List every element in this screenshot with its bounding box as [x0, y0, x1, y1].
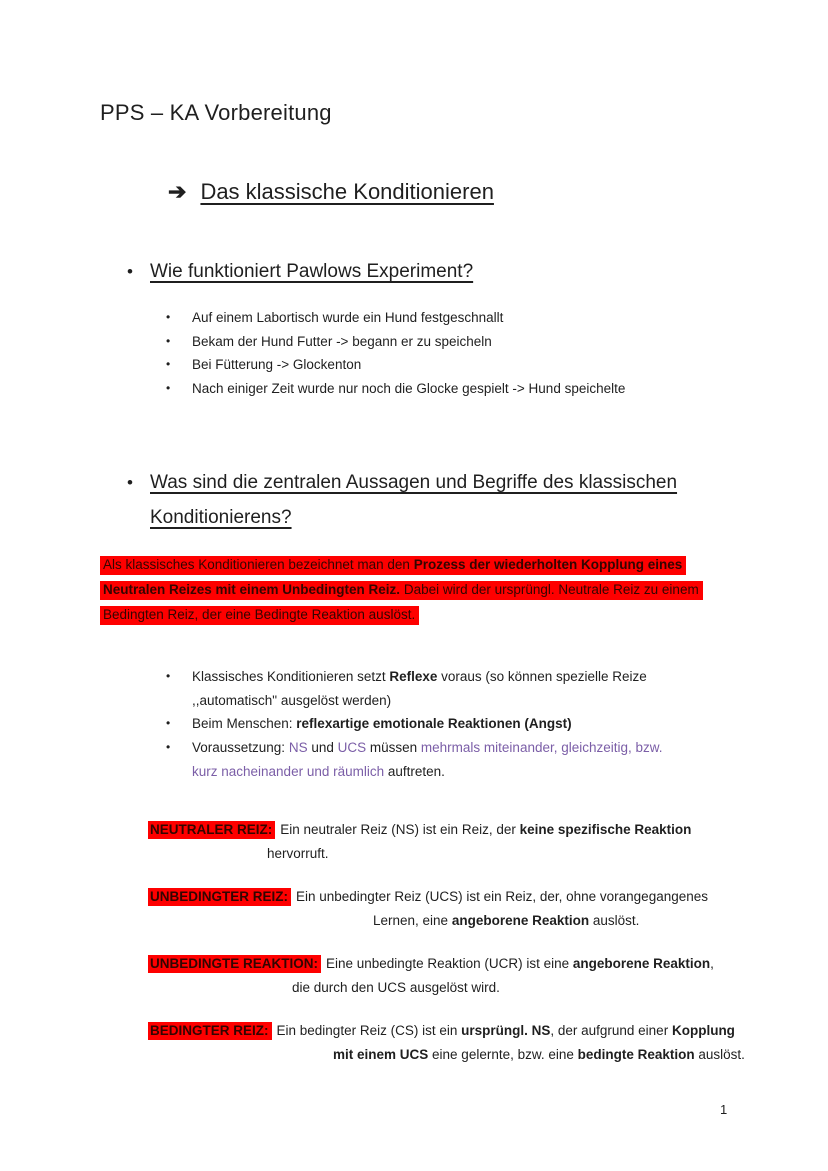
- question-heading-2-line2: Konditionierens?: [150, 507, 292, 528]
- key-point-text: [192, 712, 686, 736]
- highlighted-line: [100, 556, 703, 577]
- list-item: [166, 377, 625, 401]
- definitions-section: [148, 818, 748, 1086]
- definition-unbedingter-reiz: [148, 885, 748, 933]
- bullet-icon: •: [166, 381, 171, 396]
- definition-line2: [373, 909, 748, 933]
- experiment-steps-list: [166, 306, 625, 401]
- key-points-list: [166, 665, 686, 784]
- text-segment-purple: NS: [288, 740, 308, 756]
- text-segment: Ein unbedingter Reiz (UCS) ist ein Reiz, der, ohne vorangegangenes: [296, 889, 708, 904]
- definition-line1: [148, 1019, 748, 1043]
- bullet-icon: •: [127, 262, 133, 281]
- page-title: PPS – KA Vorbereitung: [100, 100, 332, 125]
- key-point: [166, 712, 686, 736]
- question-heading-1: [127, 254, 473, 289]
- bullet-icon: •: [166, 740, 171, 755]
- main-heading-text: Das klassische Konditionieren: [200, 179, 494, 204]
- text-segment: Ein bedingter Reiz (CS) ist ein: [276, 1023, 462, 1038]
- text-segment: ,: [710, 956, 714, 971]
- text-segment: müssen: [366, 740, 421, 756]
- text-segment: Eine unbedingte Reaktion (UCR) ist eine: [326, 956, 573, 971]
- arrow-icon: ➔: [168, 179, 187, 204]
- bullet-icon: •: [166, 716, 171, 731]
- list-item-text: Bei Fütterung -> Glockenton: [192, 357, 362, 373]
- highlighted-line: [100, 581, 703, 602]
- definition-line2: [292, 976, 748, 1000]
- text-segment-bold: Prozess der wiederholten Kopplung eines: [413, 557, 683, 572]
- text-segment-bold: ursprüngl. NS: [461, 1023, 551, 1038]
- definition-bedingter-reiz: [148, 1019, 748, 1067]
- text-segment-bold: angeborene Reaktion: [451, 913, 590, 928]
- list-item-text: Nach einiger Zeit wurde nur noch die Glocke gespielt -> Hund speichelte: [192, 381, 626, 397]
- text-segment-bold: angeborene Reaktion: [572, 956, 711, 971]
- text-segment-bold: mit einem UCS: [333, 1047, 429, 1062]
- text-segment: auslöst.: [589, 913, 640, 928]
- text-segment: die durch den UCS ausgelöst wird.: [292, 980, 500, 995]
- text-segment: hervorruft.: [267, 846, 329, 861]
- text-segment-bold: Reflexe: [389, 669, 438, 684]
- definition-line2: [333, 1043, 748, 1067]
- highlighted-line: [100, 606, 703, 627]
- bullet-icon: •: [166, 669, 171, 683]
- definition-line2: [267, 842, 748, 866]
- list-item-text: Bekam der Hund Futter -> begann er zu speicheln: [192, 333, 492, 349]
- text-segment: auftreten.: [384, 763, 445, 779]
- question-heading-2-line1: Was sind die zentralen Aussagen und Begriffe des klassischen: [150, 472, 678, 493]
- key-point-text: [192, 665, 686, 712]
- text-segment: Ein neutraler Reiz (NS) ist ein Reiz, der: [280, 822, 520, 837]
- definition-unbedingte-reaktion: [148, 952, 748, 1000]
- text-segment-bold: Kopplung: [671, 1023, 735, 1038]
- text-segment: Lernen, eine: [373, 913, 452, 928]
- text-segment: eine gelernte, bzw. eine: [428, 1047, 578, 1062]
- bullet-icon: •: [166, 333, 171, 348]
- definition-neutraler-reiz: [148, 818, 748, 866]
- text-segment-bold: reflexartige emotionale Reaktionen (Angst): [296, 716, 572, 732]
- text-segment-bold: bedingte Reaktion: [577, 1047, 695, 1062]
- text-segment-purple: UCS: [337, 740, 367, 756]
- text-segment: Klassisches Konditionieren setzt: [192, 669, 390, 684]
- text-segment: auslöst.: [694, 1047, 745, 1062]
- definition-line1: [148, 818, 748, 842]
- definition-line1: [148, 885, 748, 909]
- key-point-text: [192, 736, 686, 783]
- text-segment-purple: mehrmals miteinander, gleichzeitig, bzw. kurz nacheinander und räumlich: [192, 740, 663, 779]
- text-segment: und: [307, 740, 338, 756]
- definition-label: UNBEDINGTER REIZ:: [148, 888, 291, 906]
- list-item: [166, 330, 625, 354]
- key-point: [166, 736, 686, 783]
- question-heading-1-text: Wie funktioniert Pawlows Experiment?: [150, 261, 474, 282]
- text-segment: Dabei wird der ursprüngl. Neutrale Reiz zu einem: [400, 582, 699, 597]
- definition-label: BEDINGTER REIZ:: [148, 1022, 272, 1040]
- page-number: 1: [720, 1102, 728, 1117]
- definition-label: UNBEDINGTE REAKTION:: [148, 955, 321, 973]
- list-item: [166, 306, 625, 330]
- definition-line1: [148, 952, 748, 976]
- bullet-icon: •: [166, 310, 171, 324]
- list-item-text: Auf einem Labortisch wurde ein Hund festgeschnallt: [192, 310, 504, 325]
- text-segment: Bedingten Reiz, der eine Bedingte Reaktion auslöst.: [103, 607, 416, 622]
- key-point: [166, 665, 686, 712]
- text-segment: Als klassisches Konditionieren bezeichnet man den: [103, 557, 414, 572]
- definition-label: NEUTRALER REIZ:: [148, 821, 275, 839]
- text-segment: voraus (so können spezielle Reize ,,automatisch" ausgelöst werden): [192, 669, 647, 708]
- list-item: [166, 353, 625, 377]
- text-segment: Beim Menschen:: [192, 716, 297, 732]
- main-heading: [168, 179, 494, 205]
- text-segment: Voraussetzung:: [192, 740, 289, 756]
- text-segment: , der aufgrund einer: [550, 1023, 672, 1038]
- text-segment-bold: keine spezifische Reaktion: [519, 822, 692, 837]
- question-heading-2: [127, 465, 727, 535]
- bullet-icon: •: [127, 473, 133, 492]
- highlighted-definition-box: [100, 556, 703, 631]
- text-segment-bold: Neutralen Reizes mit einem Unbedingten Reiz.: [103, 582, 401, 597]
- bullet-icon: •: [166, 357, 171, 372]
